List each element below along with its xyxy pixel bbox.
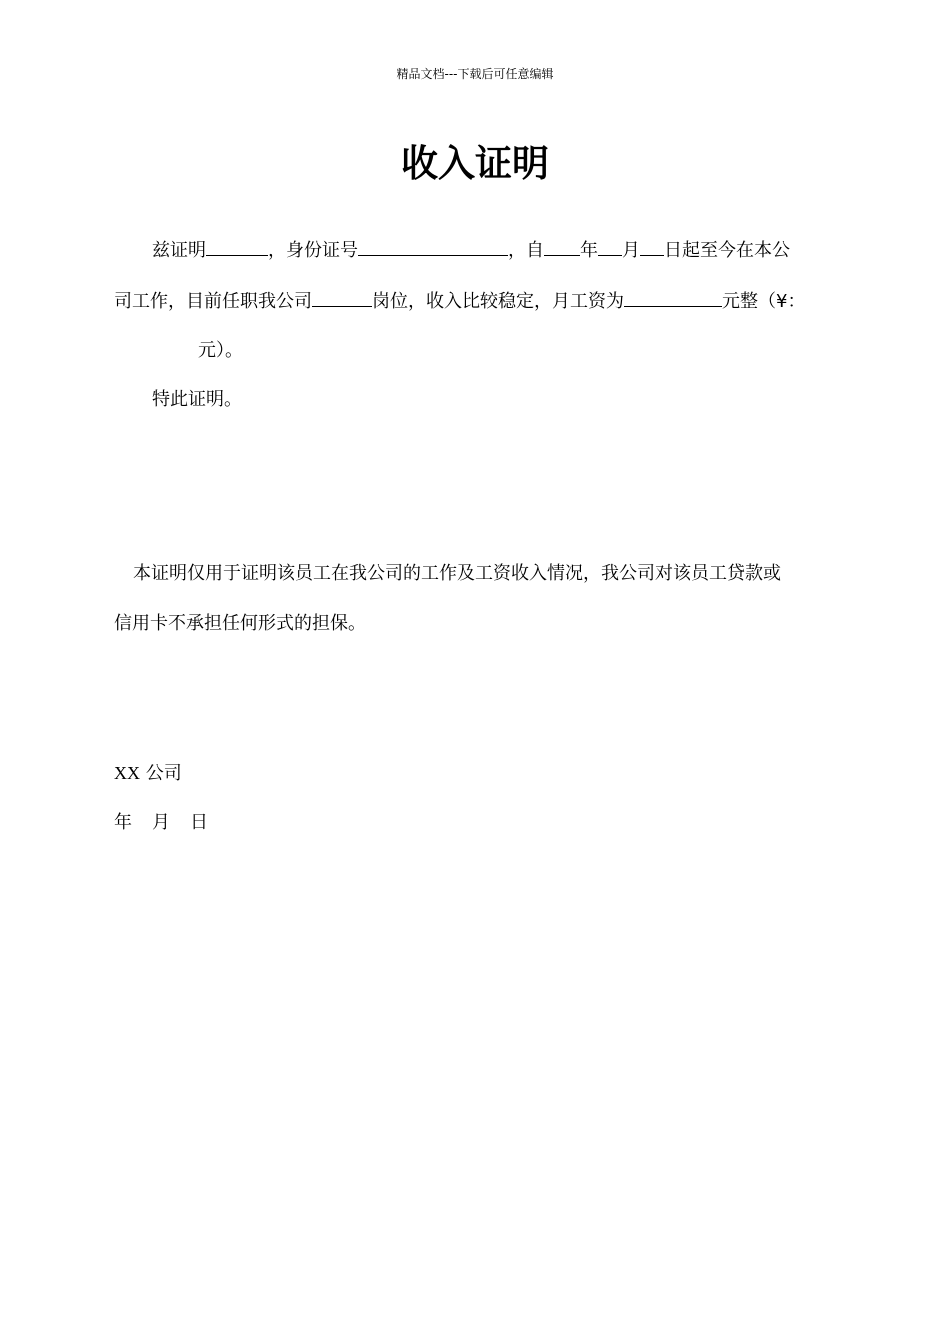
position-blank [312,288,372,307]
text-segment: 月 [622,240,640,261]
text-segment: 司工作，目前任职我公司 [114,291,312,312]
closing-statement: 特此证明。 [152,389,242,410]
paragraph-line-3: 元）。 [198,340,243,361]
date-month: 月 [152,812,170,833]
text-segment: ，身份证号 [268,240,358,261]
paragraph-line-1 [152,237,790,263]
date-day: 日 [190,812,208,833]
text-segment: 日起至今在本公 [664,240,790,261]
year-blank [544,237,580,256]
page-header: 精品文档---下载后可任意编辑 [396,67,554,81]
disclaimer-line-2: 信用卡不承担任何形式的担保。 [114,613,366,634]
month-blank [598,237,622,256]
name-blank [206,237,268,256]
paragraph-line-2 [114,288,805,314]
text-segment: 兹证明 [152,240,206,261]
salary-blank [624,288,722,307]
company-suffix: 公司 [145,763,182,784]
signature-date [114,811,208,835]
text-segment: 岗位，收入比较稳定，月工资为 [372,291,624,312]
id-number-blank [358,237,508,256]
text-segment: 元整（¥： [722,291,806,312]
day-blank [640,237,664,256]
text-segment: 年 [580,240,598,261]
disclaimer-line-1: 本证明仅用于证明该员工在我公司的工作及工资收入情况，我公司对该员工贷款或 [133,563,781,584]
company-prefix: XX [114,763,140,783]
text-segment: ，自 [508,240,544,261]
company-signature [114,761,182,786]
date-year: 年 [114,812,132,833]
document-title: 收入证明 [401,142,549,185]
